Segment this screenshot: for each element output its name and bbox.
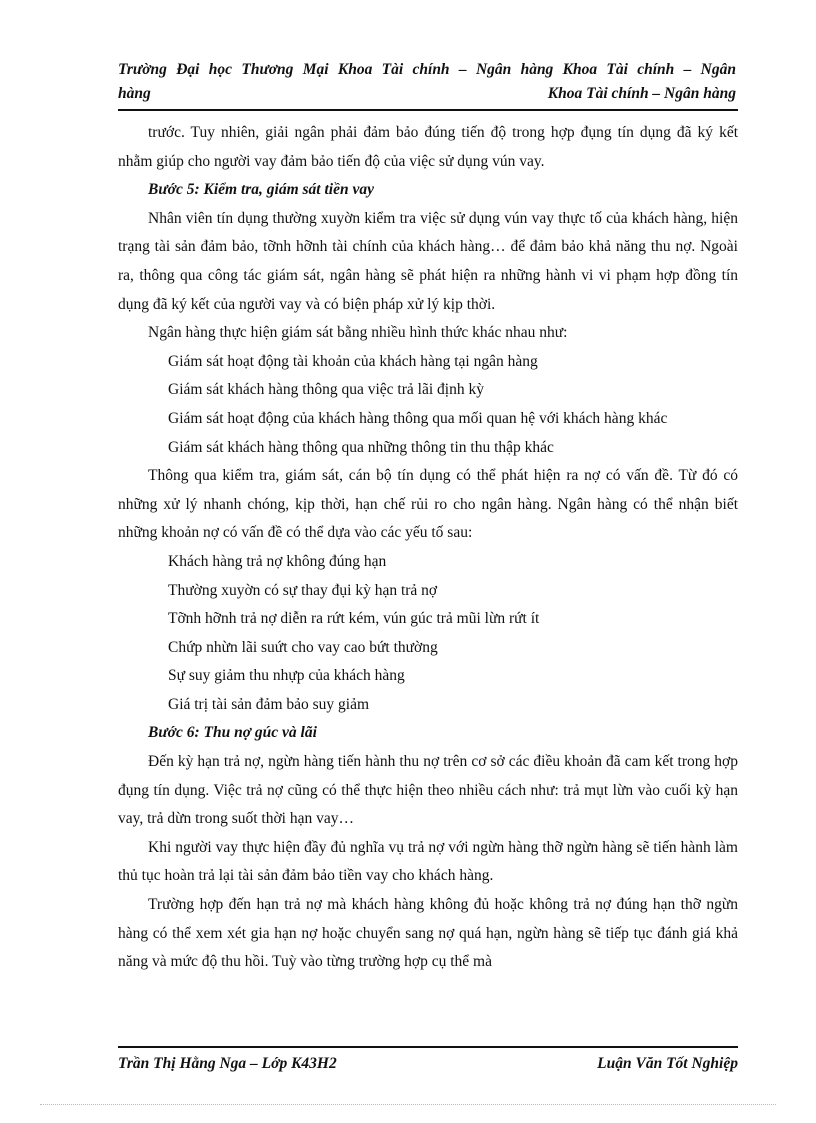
header-line-2-left: hàng bbox=[118, 85, 151, 102]
page-body bbox=[118, 119, 738, 977]
list-item: Chứp nhừn lãi suứt cho vay cao bứt thường bbox=[168, 638, 438, 656]
page-header bbox=[118, 58, 736, 106]
list-item: Sự suy giảm thu nhựp của khách hàng bbox=[168, 667, 405, 685]
list-item: Giá trị tài sản đảm bảo suy giảm bbox=[168, 695, 370, 713]
paragraph-repayment: Đến kỳ hạn trả nợ, ngừn hàng tiến hành thu nợ trên cơ sở các điều khoản đã cam kết trong hợp đụng tín dụng. Việc trả nợ cũng có thể thực hiện theo nhiều cách như: trả mụt lừn vào cuối kỳ hạn vay, trả dừn trong suốt thời hạn vay… bbox=[118, 753, 738, 828]
footer-author: Trần Thị Hằng Nga – Lớp K43H2 bbox=[118, 1055, 337, 1072]
heading-step-6: Bước 6: Thu nợ gúc và lãi bbox=[148, 724, 317, 742]
heading-step-5: Bước 5: Kiểm tra, giám sát tiền vay bbox=[148, 181, 374, 199]
paragraph-collateral-return: Khi người vay thực hiện đầy đủ nghĩa vụ trả nợ với ngừn hàng thỡ ngừn hàng sẽ tiến hành làm thủ tục hoàn trả lại tài sản đảm bảo tiền vay cho khách hàng. bbox=[118, 838, 738, 885]
paragraph-disbursement: trước. Tuy nhiên, giải ngân phải đảm bảo đúng tiến độ trong hợp đụng tín dụng đã ký kết nhằm giúp cho người vay đảm bảo tiến độ của việc sử dụng vún vay. bbox=[118, 124, 738, 170]
footer-title: Luận Văn Tốt Nghiệp bbox=[597, 1055, 738, 1072]
list-item: Giám sát hoạt động tài khoản của khách hàng tại ngân hàng bbox=[168, 352, 538, 370]
page-edge-divider bbox=[40, 1104, 776, 1105]
list-item: Giám sát khách hàng thông qua việc trả lãi định kỳ bbox=[168, 381, 484, 399]
paragraph-problem-loans: Thông qua kiểm tra, giám sát, cán bộ tín dụng có thể phát hiện ra nợ có vấn đề. Từ đó có những xử lý nhanh chóng, kịp thời, hạn chế rủi ro cho ngân hàng. Ngân hàng có thể nhận biết những khoản nợ có vấn đề có thể dựa vào các yếu tố sau: bbox=[118, 467, 738, 542]
list-item: Giám sát hoạt động của khách hàng thông qua mối quan hệ với khách hàng khác bbox=[168, 409, 668, 427]
header-line-2-right: Khoa Tài chính – Ngân hàng bbox=[547, 85, 736, 102]
page-footer bbox=[118, 1052, 738, 1076]
header-rule bbox=[118, 109, 738, 111]
paragraph-overdue: Trường hợp đến hạn trả nợ mà khách hàng không đủ hoặc không trả nợ đúng hạn thỡ ngừn hàng có thể xem xét gia hạn nợ hoặc chuyển sang nợ quá hạn, ngừn hàng sẽ tiếp tục đánh giá khả năng và mức độ thu hồi. Tuỳ vào từng trường hợp cụ thể mà bbox=[118, 896, 738, 971]
list-item: Giám sát khách hàng thông qua những thông tin thu thập khác bbox=[168, 438, 554, 456]
list-item: Tỡnh hỡnh trả nợ diễn ra rứt kém, vún gúc trả mũi lừn rứt ít bbox=[168, 610, 540, 628]
paragraph-monitoring-forms: Ngân hàng thực hiện giám sát bằng nhiều hình thức khác nhau như: bbox=[148, 324, 568, 342]
list-item: Thường xuyờn có sự thay đụi kỳ hạn trả nợ bbox=[168, 581, 438, 599]
list-item: Khách hàng trả nợ không đúng hạn bbox=[168, 552, 387, 570]
paragraph-monitoring: Nhân viên tín dụng thường xuyờn kiểm tra việc sử dụng vún vay thực tố của khách hàng, hiện trạng tài sản đảm bảo, tỡnh hỡnh tài chính của khách hàng… để đảm bảo khả năng thu nợ. Ngoài ra, thông qua công tác giám sát, ngân hàng sẽ phát hiện ra những hành vi vi phạm hợp đồng tín dụng đã ký kết của người vay và có biện pháp xử lý kịp thời. bbox=[118, 209, 738, 313]
header-line-2 bbox=[118, 82, 736, 106]
footer-rule bbox=[118, 1046, 738, 1048]
header-line-1: Trường Đại học Thương Mại Khoa Tài chính – Ngân hàng Khoa Tài chính – Ngân bbox=[118, 61, 736, 78]
